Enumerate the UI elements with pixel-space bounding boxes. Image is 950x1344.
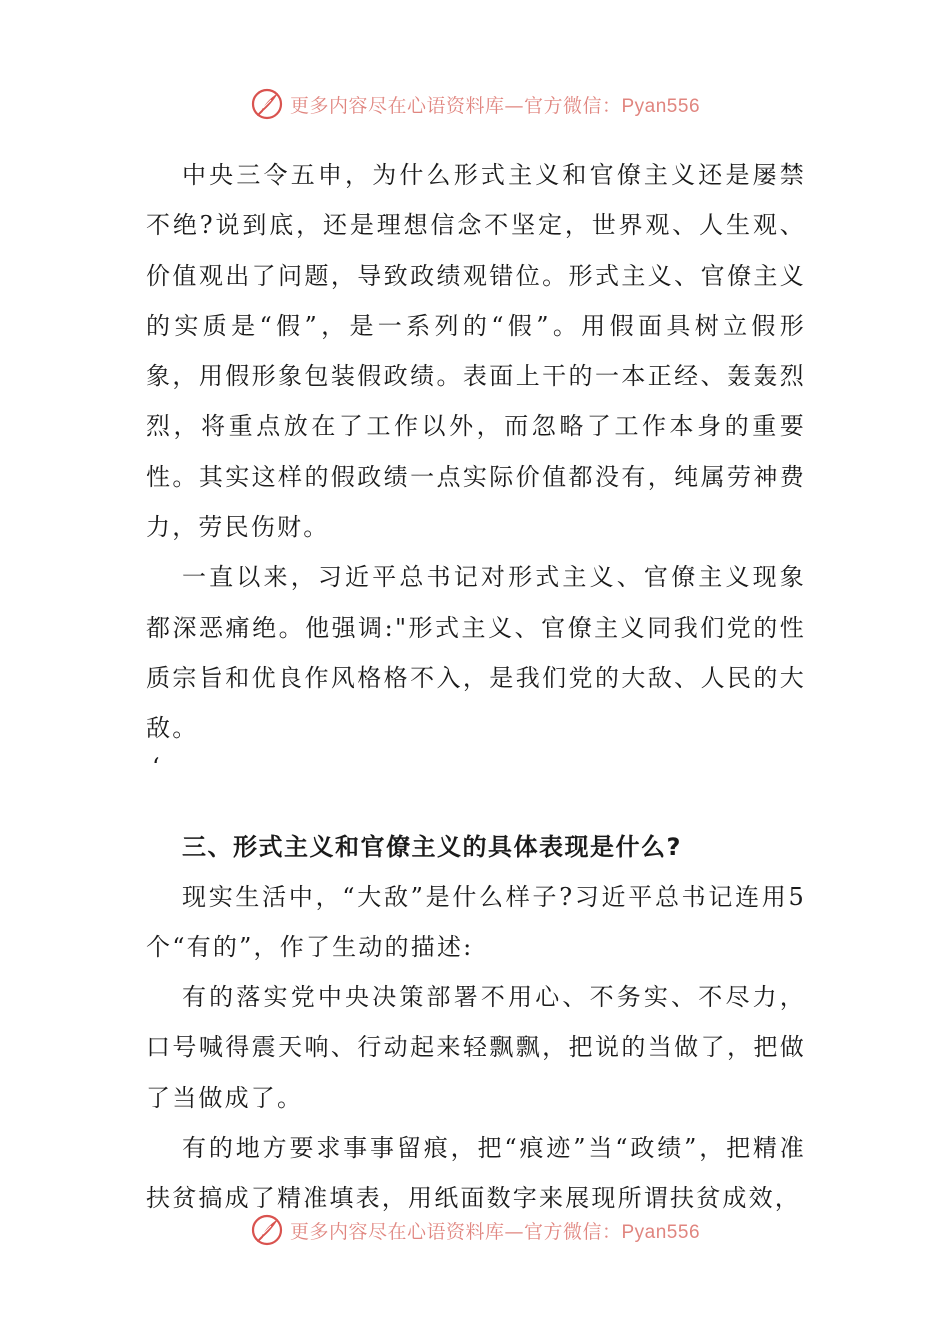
banner-label: 更多内容尽在心语资料库—官方微信： — [289, 94, 622, 117]
section-heading: 三、形式主义和官僚主义的具体表现是什么? — [182, 832, 682, 861]
wechat-id: Pyan556 — [621, 95, 701, 117]
paragraph-1: 中央三令五申，为什么形式主义和官僚主义还是屡禁不绝?说到底，还是理想信念不坚定，世界观、人生观、价值观出了问题，导致政绩观错位。形式主义、官僚主义的实质是“假”，是一系列的“假”。用假面具树立假形象，用假形象包装假政绩。表面上干的一本正经、轰轰烈烈，将重点放在了工作以外，而忽略了工作本身的重要性。其实这样的假政绩一点实际价值都没有，纯属劳神费力，劳民伤财。 — [146, 161, 806, 542]
stray-quote-mark: ‘ — [152, 752, 160, 781]
banner-text — [290, 1217, 700, 1244]
paragraph-4: 有的落实党中央决策部署不用心、不务实、不尽力，口号喊得震天响、行动起来轻飘飘，把说的当做了，把做了当做成了。 — [146, 983, 806, 1112]
wechat-id: Pyan556 — [621, 1221, 701, 1243]
quill-pen-logo-icon — [250, 87, 284, 121]
document-body — [146, 150, 806, 1224]
banner-label: 更多内容尽在心语资料库—官方微信： — [289, 1220, 622, 1243]
paragraph-5: 有的地方要求事事留痕，把“痕迹”当“政绩”，把精准扶贫搞成了精准填表，用纸面数字来展现所谓扶贫成效， — [146, 1134, 806, 1213]
paragraph-3: 现实生活中，“大敌”是什么样子?习近平总书记连用5个“有的”，作了生动的描述: — [146, 882, 806, 961]
footer-watermark-banner — [0, 1210, 950, 1250]
banner-text — [290, 91, 700, 118]
quill-pen-logo-icon — [250, 1213, 284, 1247]
header-watermark-banner — [0, 84, 950, 124]
paragraph-2: 一直以来，习近平总书记对形式主义、官僚主义现象都深恶痛绝。他强调:"形式主义、官僚主义同我们党的性质宗旨和优良作风格格不入，是我们党的大敌、人民的大敌。 — [146, 563, 806, 743]
